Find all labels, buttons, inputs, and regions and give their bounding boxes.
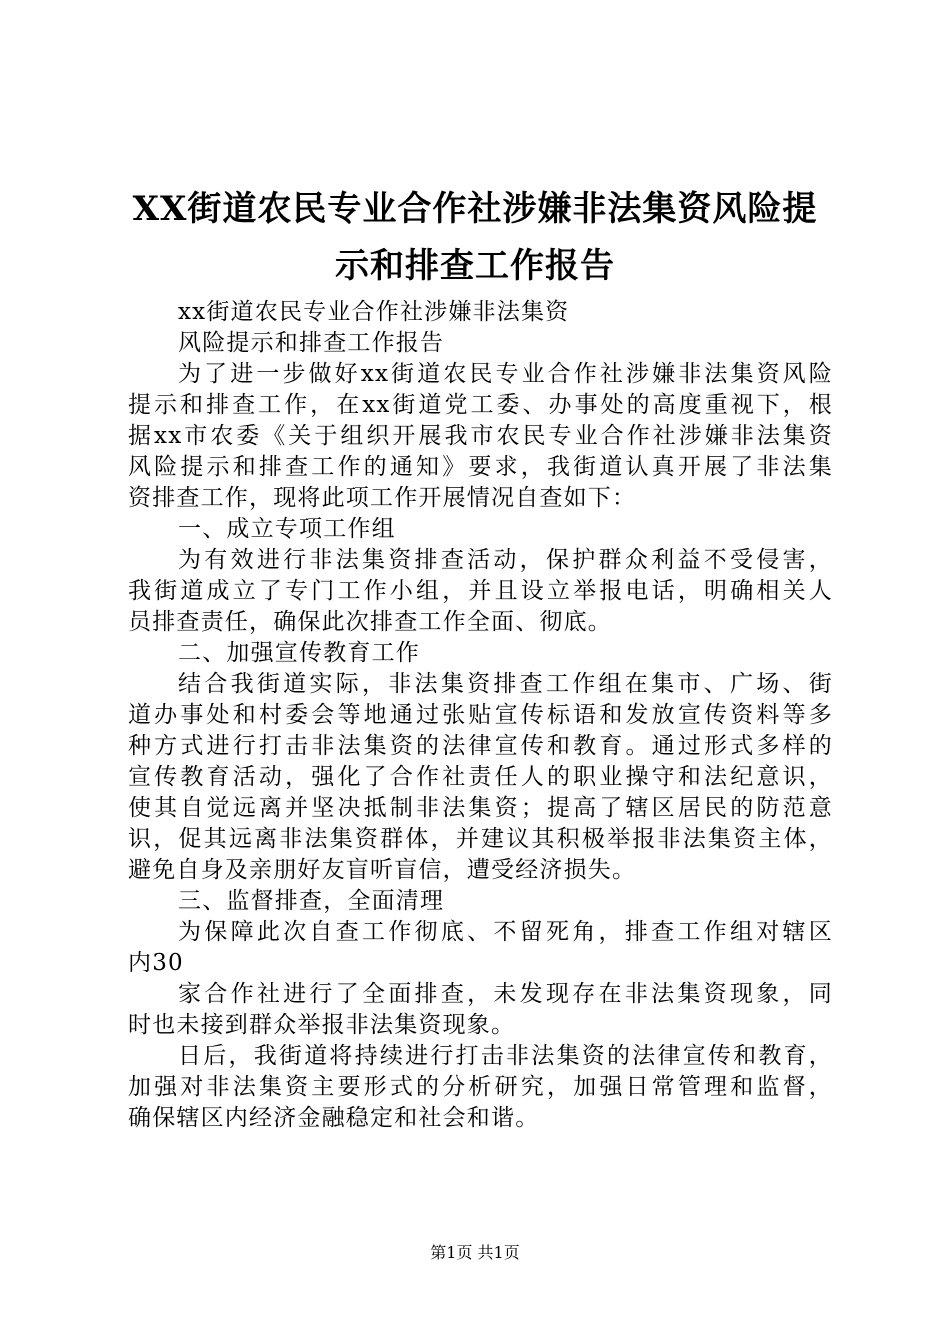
title-line: 示和排查工作报告: [335, 246, 615, 286]
subtitle-line: xx街道农民专业合作社涉嫌非法集资: [178, 299, 570, 325]
section-heading: 三、监督排查，全面清理: [178, 888, 445, 914]
paragraph-line: 加强对非法集资主要形式的分析研究，加强日常管理和监督，: [128, 1074, 833, 1100]
section-heading: 一、成立专项工作组: [178, 516, 396, 542]
paragraph-line: 识，促其远离非法集资群体，并建议其积极举报非法集资主体，: [128, 826, 833, 852]
paragraph-line: 据xx市农委《关于组织开展我市农民专业合作社涉嫌非法集资: [128, 423, 833, 449]
paragraph-line: 宣传教育活动，强化了合作社责任人的职业操守和法纪意识，: [128, 764, 833, 790]
paragraph-line: 为有效进行非法集资排查活动，保护群众利益不受侵害，: [178, 547, 833, 573]
paragraph-line: 种方式进行打击非法集资的法律宣传和教育。通过形式多样的: [128, 733, 833, 759]
section-heading: 二、加强宣传教育工作: [178, 640, 420, 666]
paragraph-line: 为了进一步做好xx街道农民专业合作社涉嫌非法集资风险: [178, 361, 833, 387]
paragraph-line: 员排查责任，确保此次排查工作全面、彻底。: [128, 609, 612, 635]
paragraph-line: 使其自觉远离并坚决抵制非法集资；提高了辖区居民的防范意: [128, 795, 833, 821]
paragraph-line: 风险提示和排查工作的通知》要求，我街道认真开展了非法集: [128, 454, 833, 480]
paragraph-line: 为保障此次自查工作彻底、不留死角，排查工作组对辖区: [178, 919, 833, 945]
paragraph-line: 日后，我街道将持续进行打击非法集资的法律宣传和教育，: [178, 1043, 833, 1069]
document-body: [128, 297, 833, 1134]
title-line: XX街道农民专业合作社涉嫌非法集资风险提: [132, 189, 818, 229]
paragraph-line: 时也未接到群众举报非法集资现象。: [128, 1012, 516, 1038]
paragraph-line: 内30: [128, 950, 184, 976]
paragraph-line: 避免自身及亲朋好友盲听盲信，遭受经济损失。: [128, 857, 637, 883]
paragraph-line: 确保辖区内经济金融稳定和社会和谐。: [128, 1105, 540, 1131]
document-title: [120, 181, 830, 295]
paragraph-line: 结合我街道实际，非法集资排查工作组在集市、广场、街: [178, 671, 833, 697]
page-footer: 第1页 共1页: [430, 1243, 520, 1262]
paragraph-line: 提示和排查工作，在xx街道党工委、办事处的高度重视下，根: [128, 392, 833, 418]
paragraph-line: 我街道成立了专门工作小组，并且设立举报电话，明确相关人: [128, 578, 833, 604]
paragraph-line: 家合作社进行了全面排查，未发现存在非法集资现象，同: [178, 981, 833, 1007]
subtitle-line: 风险提示和排查工作报告: [178, 330, 445, 356]
paragraph-line: 资排查工作，现将此项工作开展情况自查如下：: [128, 485, 637, 511]
paragraph-line: 道办事处和村委会等地通过张贴宣传标语和发放宣传资料等多: [128, 702, 833, 728]
